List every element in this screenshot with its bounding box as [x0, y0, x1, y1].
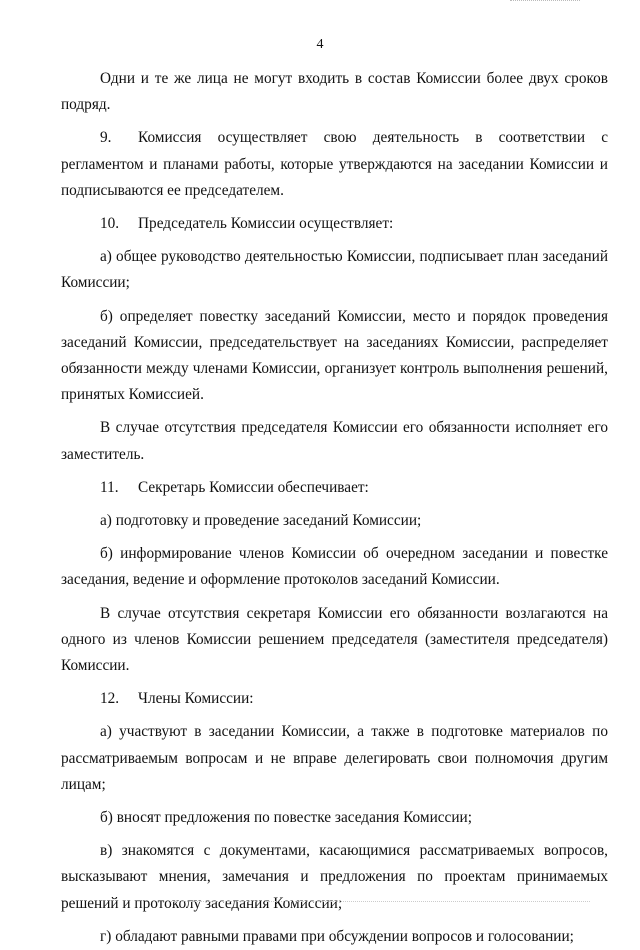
- numbered-paragraph: [61, 211, 608, 237]
- paragraph-text: а) общее руководство деятельностью Комиссии, подписывает план заседаний Комиссии;: [61, 248, 608, 292]
- paragraph-text: г) обладают равными правами при обсуждении вопросов и голосовании;: [100, 927, 574, 945]
- numbered-paragraph: [61, 475, 608, 501]
- paragraph-text: б) информирование членов Комиссии об очередном заседании и повестке заседания, ведение и оформление протоколов заседаний Комиссии.: [61, 545, 608, 589]
- paragraph: [61, 541, 608, 593]
- paragraph: [61, 838, 608, 917]
- numbered-paragraph: [61, 686, 608, 712]
- paragraph-text: Председатель Комиссии осуществляет:: [138, 215, 394, 233]
- paragraph: [61, 924, 608, 950]
- scan-edge-mark: [510, 0, 580, 3]
- paragraph-text: В случае отсутствия секретаря Комиссии его обязанности возлагаются на одного из членов Комиссии решением председателя (заместителя председателя) Комиссии.: [61, 604, 608, 675]
- paragraph-text: б) определяет повестку заседаний Комиссии, место и порядок проведения заседаний Комиссии, председательствует на заседаниях Комиссии, распределяет обязанности между членами Комиссии, организует контроль выполнения решений, принятых Комиссией.: [61, 307, 608, 404]
- paragraph-number: 10.: [100, 215, 120, 233]
- scan-edge-mark: [170, 901, 590, 903]
- paragraph: [61, 304, 608, 409]
- paragraph: [61, 66, 608, 118]
- numbered-paragraph: [61, 125, 608, 204]
- document-body: [61, 66, 608, 950]
- paragraph-text: В случае отсутствия председателя Комиссии его обязанности исполняет его заместитель.: [61, 419, 608, 463]
- paragraph-text: Члены Комиссии:: [138, 690, 254, 708]
- paragraph: [61, 508, 608, 534]
- paragraph-text: Секретарь Комиссии обеспечивает:: [138, 478, 369, 496]
- paragraph-number: 11.: [100, 478, 119, 496]
- paragraph-text: в) знакомятся с документами, касающимися рассматриваемых вопросов, высказывают мнения, замечания и предложения по проектам принимаемых решений и протоколу заседания Комиссии;: [61, 842, 608, 912]
- paragraph: [61, 719, 608, 798]
- paragraph-number: 12.: [100, 690, 120, 708]
- paragraph: [61, 805, 608, 831]
- paragraph: [61, 601, 608, 680]
- paragraph-text: б) вносят предложения по повестке заседания Комиссии;: [100, 809, 472, 827]
- paragraph-text: Комиссия осуществляет свою деятельность в соответствии с регламентом и планами работы, которые утверждаются на заседании Комиссии и подписываются ее председателем.: [61, 129, 608, 199]
- paragraph: [61, 244, 608, 296]
- paragraph-text: Одни и те же лица не могут входить в состав Комиссии более двух сроков подряд.: [61, 70, 608, 114]
- paragraph: [61, 415, 608, 467]
- paragraph-number: 9.: [100, 129, 112, 147]
- paragraph-text: а) участвуют в заседании Комиссии, а также в подготовке материалов по рассматриваемым вопросам и не вправе делегировать свои полномочия другим лицам;: [61, 723, 608, 793]
- paragraph-text: а) подготовку и проведение заседаний Комиссии;: [100, 512, 422, 530]
- page-number: 4: [316, 37, 324, 52]
